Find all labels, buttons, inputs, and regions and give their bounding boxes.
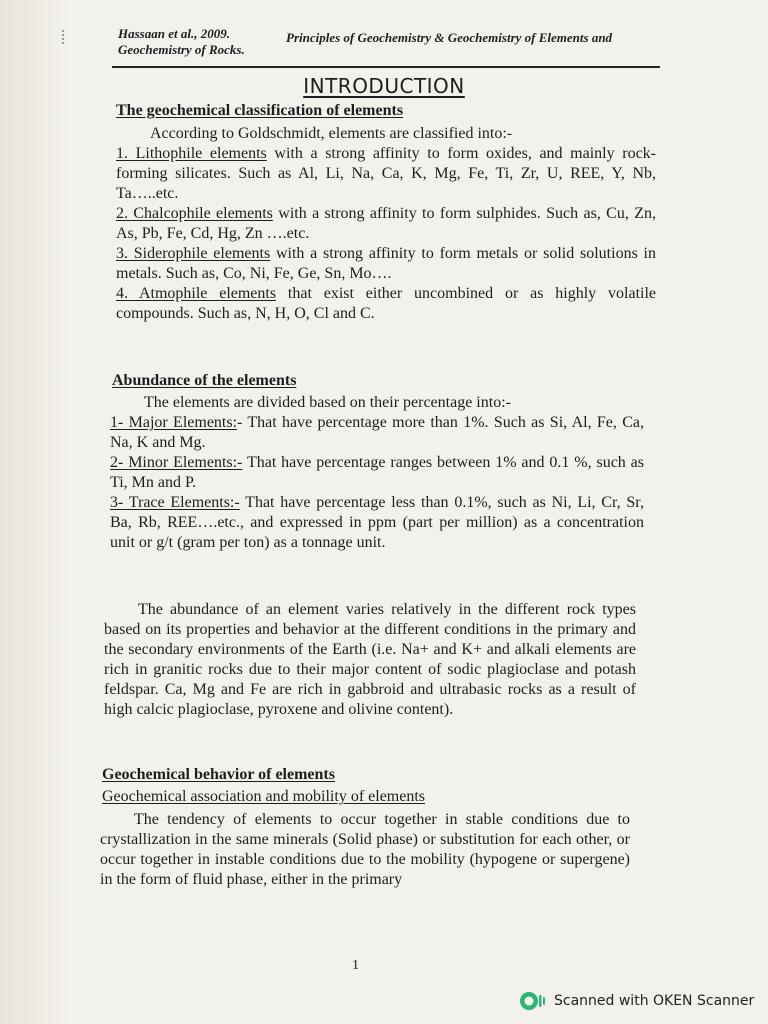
term: 3- Trace Elements:- [110, 494, 240, 511]
term-description: with a strong affinity to form sulphides. Such as, Cu, Zn, As, Pb, Fe, Cd, Hg, Zn ….etc. [116, 205, 656, 242]
page-number: 1 [352, 958, 359, 973]
section-intro: The elements are divided based on their percentage into:- [144, 394, 511, 411]
term: 2- Minor Elements:- [110, 454, 243, 471]
section-heading-behavior: Geochemical behavior of elements [102, 766, 335, 783]
list-item [110, 413, 644, 453]
term: 4. Atmophile elements [116, 285, 277, 302]
section-abundance-body [110, 393, 644, 553]
section-heading-abundance: Abundance of the elements [112, 372, 297, 389]
section-subheading-association: Geochemical association and mobility of elements [102, 788, 426, 805]
header-citation [118, 26, 278, 58]
header-book-line-2: Geochemistry of Rocks. [118, 42, 245, 57]
header-divider [112, 66, 660, 68]
term-description: That have percentage less than 0.1%, such as Ni, Li, Cr, Sr, Ba, Rb, REE….etc., and expressed in ppm (part per million) as a concentration unit or g/t (gram per ton) as a tonnage unit. [110, 494, 644, 551]
term: 2. Chalcophile elements [116, 205, 273, 222]
term: 1- Major Elements: [110, 414, 238, 431]
section-behavior-paragraph [100, 810, 630, 890]
paragraph: The abundance of an element varies relatively in the different rock types based on its properties and behavior at the different conditions in the primary and the secondary environments of the Earth (i.e. Na+ and K+ and alkali elements are rich in granitic rocks due to their major content of sodic plagioclase and potash feldspar. Ca, Mg and Fe are rich in gabbroid and ultrabasic rocks as a result of high calcic plagioclase, pyroxene and olivine content). [104, 601, 636, 718]
term-description: That have percentage ranges between 1% and 0.1 %, such as Ti, Mn and P. [110, 454, 644, 491]
section-intro: According to Goldschmidt, elements are classified into:- [150, 125, 513, 142]
scanner-watermark-text: Scanned with OKEN Scanner [554, 993, 755, 1009]
term-description: with a strong affinity to form oxides, and mainly rock-forming silicates. Such as Al, Li, Na, Ca, K, Mg, Fe, Ti, Zr, U, REE, Y, Nb, Ta…..etc. [116, 145, 656, 202]
page-edge-shadow [0, 0, 70, 1024]
term-description: that exist either uncombined or as highly volatile compounds. Such as, N, H, O, Cl and C. [116, 285, 657, 322]
list-item [116, 284, 656, 324]
header-book-title: Principles of Geochemistry & Geochemistry of Elements and [286, 30, 613, 45]
section-heading-classification: The geochemical classification of elements [116, 102, 404, 119]
page-title: INTRODUCTION [303, 74, 465, 98]
binding-mark [62, 30, 66, 44]
paragraph: The tendency of elements to occur together in stable conditions due to crystallization in the same minerals (Solid phase) or substitution for each other, or occur together in instable conditions due to the mobility (hypogene or supergene) in the form of fluid phase, either in the primary [100, 811, 630, 888]
list-item [116, 244, 656, 284]
list-item [116, 144, 656, 204]
list-item [110, 493, 644, 553]
term-description: with a strong affinity to form metals or solid solutions in metals. Such as, Co, Ni, Fe, Ge, Sn, Mo…. [116, 245, 657, 282]
oken-scanner-logo-icon [518, 990, 546, 1012]
section-abundance-paragraph [104, 600, 636, 720]
scanner-watermark [518, 990, 754, 1012]
term-description: - That have percentage more than 1%. Such as Si, Al, Fe, Ca, Na, K and Mg. [110, 414, 644, 451]
term: 3. Siderophile elements [116, 245, 271, 262]
header-author: Hassaan et al., 2009. [118, 26, 230, 41]
term: 1. Lithophile elements [116, 145, 267, 162]
list-item [110, 453, 644, 493]
section-classification-body [116, 124, 656, 324]
list-item [116, 204, 656, 244]
